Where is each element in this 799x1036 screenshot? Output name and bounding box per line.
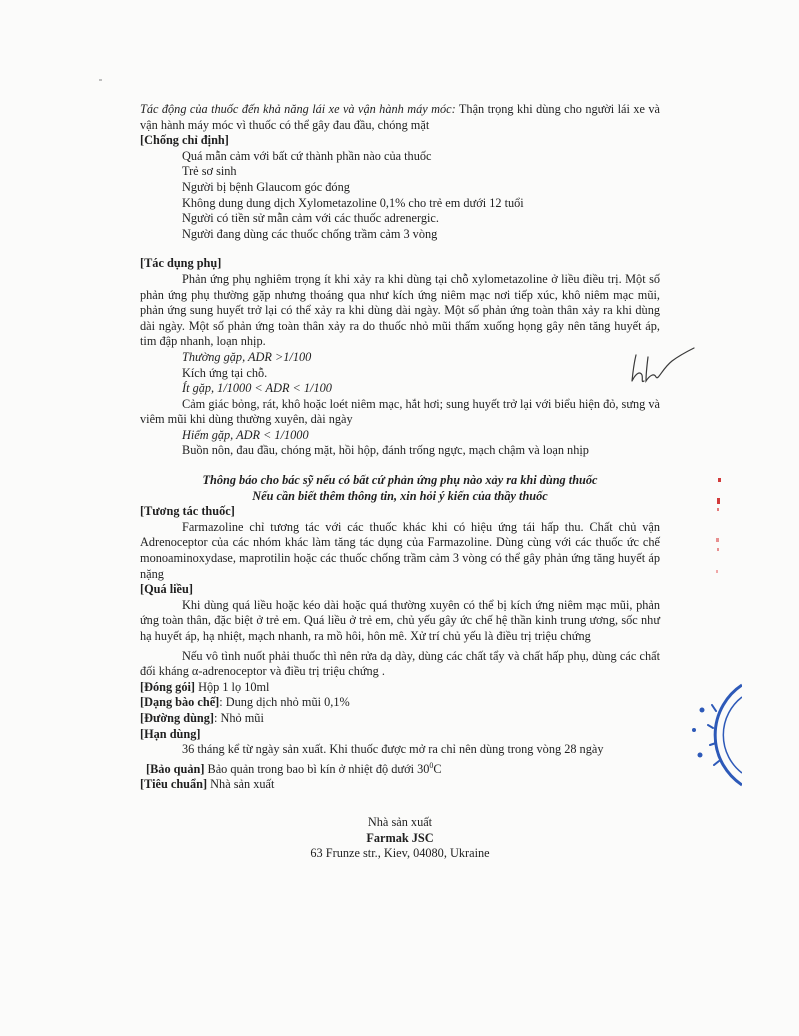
packaging-heading: [Đóng gói] (140, 679, 195, 694)
contraindication-item: Quá mẫn cảm với bất cứ thành phần nào của thuốc (182, 148, 432, 163)
storage-text: Bảo quản trong bao bì kín ở nhiệt độ dưới 30 (204, 761, 430, 776)
shelf-life-text: 36 tháng kể từ ngày sản xuất. Khi thuốc được mở ra chỉ nên dùng trong vòng 28 ngày (182, 742, 604, 757)
contraindication-item: Người đang dùng các thuốc chống trầm cảm 3 vòng (182, 226, 438, 241)
standard-line (140, 777, 660, 793)
overdose-text-2: Nếu vô tình nuốt phải thuốc thì nên rửa dạ dày, dùng các chất tẩy và chất hấp phụ, dùng các chất đối kháng α-adrenoceptor và điều trị triệu chứng . (140, 648, 660, 679)
manufacturer-name: Farmak JSC (366, 830, 434, 845)
common-frequency-label: Thường gặp, ADR >1/100 (182, 349, 312, 364)
overdose-text-1: Khi dùng quá liều hoặc kéo dài hoặc quá thường xuyên có thể bị kích ứng niêm mạc mũi, phản ứng toàn thân, đặc biệt ở trẻ em. Quá liều ở trẻ em, chủ yếu gây ức chế hệ thần kinh trung ương, sốc như hạ huyết áp, hạ nhiệt, mạch nhanh, ra mồ hôi, hôn mê. Xử trí chủ yếu là điều trị triệu chứng (140, 597, 660, 643)
manufacturer-block (140, 815, 660, 862)
official-stamp (672, 675, 742, 795)
storage-line (140, 758, 660, 778)
contraindication-item: Không dung dung dịch Xylometazoline 0,1% cho trẻ em dưới 12 tuổi (182, 195, 524, 210)
route-heading: [Đường dùng] (140, 710, 214, 725)
rare-side-effects: Buồn nôn, đau đầu, chóng mặt, hồi hộp, đánh trống ngực, mạch chậm và loạn nhịp (182, 443, 589, 458)
notice-line-2: Nếu cần biết thêm thông tin, xin hỏi ý kiến của thầy thuốc (252, 488, 548, 503)
rare-frequency-label: Hiếm gặp, ADR < 1/1000 (182, 427, 309, 442)
contraindications-heading: [Chống chỉ định] (140, 133, 229, 148)
overdose-heading: [Quá liều] (140, 582, 193, 597)
dosage-form-heading: [Dạng bào chế] (140, 695, 220, 710)
packaging-line (140, 680, 660, 696)
side-effects-paragraph: Phản ứng phụ nghiêm trọng ít khi xảy ra khi dùng tại chỗ xylometazoline ở liều điều trị. Một số phản ứng phụ thường gặp nhưng thoáng qua như kích ứng niêm mạc nơi tiếp xúc, khô niêm mạc mũi, phản ứng sung huyết trở lại có thể xảy ra khi dùng dài ngày. Một số phản ứng toàn thân xảy ra khi dùng dài ngày. Một số phản ứng toàn thân xảy ra do thuốc nhỏ mũi thấm xuống họng gây nên tăng huyết áp, tim đập nhanh, loạn nhịp. (140, 271, 660, 349)
notice-line-1: Thông báo cho bác sỹ nếu có bất cứ phản ứng phụ nào xảy ra khi dùng thuốc (202, 473, 598, 488)
common-side-effects: Kích ứng tại chỗ. (182, 365, 268, 380)
storage-unit: C (433, 761, 442, 776)
dosage-form-text: : Dung dịch nhỏ mũi 0,1% (219, 695, 350, 710)
handwritten-signature (628, 345, 698, 390)
contraindication-item: Người có tiền sử mẫn cảm với các thuốc adrenergic. (182, 211, 439, 226)
storage-degree: 0 (429, 760, 434, 770)
driving-effects-paragraph (140, 102, 660, 133)
driving-effects-text: Thận trọng khi dùng cho người lái xe và vận hành máy móc vì thuốc có thể gây đau đầu, chóng mặt (140, 102, 660, 132)
driving-effects-label: Tác động của thuốc đến khả năng lái xe và vận hành máy móc: (140, 102, 456, 116)
contraindication-item: Trẻ sơ sinh (182, 164, 237, 179)
uncommon-side-effects: Cảm giác bỏng, rát, khô hoặc loét niêm mạc, hắt hơi; sung huyết trở lại với biểu hiện đỏ, sưng và viêm mũi khi dùng thường xuyên, dài ngày (140, 396, 660, 427)
route-text: : Nhỏ mũi (214, 710, 264, 725)
shelf-life-heading: [Hạn dùng] (140, 726, 201, 741)
standard-text: Nhà sản xuất (207, 777, 275, 792)
side-effects-heading: [Tác dụng phụ] (140, 256, 222, 271)
route-line (140, 711, 660, 727)
standard-heading: [Tiêu chuẩn] (140, 777, 208, 792)
packaging-text: Hộp 1 lọ 10ml (195, 679, 270, 694)
interactions-text: Farmazoline chỉ tương tác với các thuốc khác khi có hiệu ứng tái hấp thu. Chất chủ vận Adrenoceptor của các nhóm khác làm tăng tác dụng của Farmazoline. Dùng cùng với các thuốc ức chế monoaminoxydase, maprotilin hoặc các thuốc chống trầm cảm 3 vòng có thể gây phản ứng tăng huyết áp nặng (140, 519, 660, 581)
manufacturer-label: Nhà sản xuất (367, 815, 433, 829)
edge-marks (706, 470, 726, 590)
dosage-form-line (140, 695, 660, 711)
contraindication-item: Người bị bệnh Glaucom góc đóng (182, 179, 350, 194)
document-body (140, 102, 660, 793)
manufacturer-address: 63 Frunze str., Kiev, 04080, Ukraine (310, 846, 490, 861)
uncommon-frequency-label: Ít gặp, 1/1000 < ADR < 1/100 (182, 381, 332, 396)
interactions-heading: [Tương tác thuốc] (140, 504, 235, 519)
scan-speck (99, 79, 102, 81)
storage-heading: [Bảo quản] (146, 761, 205, 776)
